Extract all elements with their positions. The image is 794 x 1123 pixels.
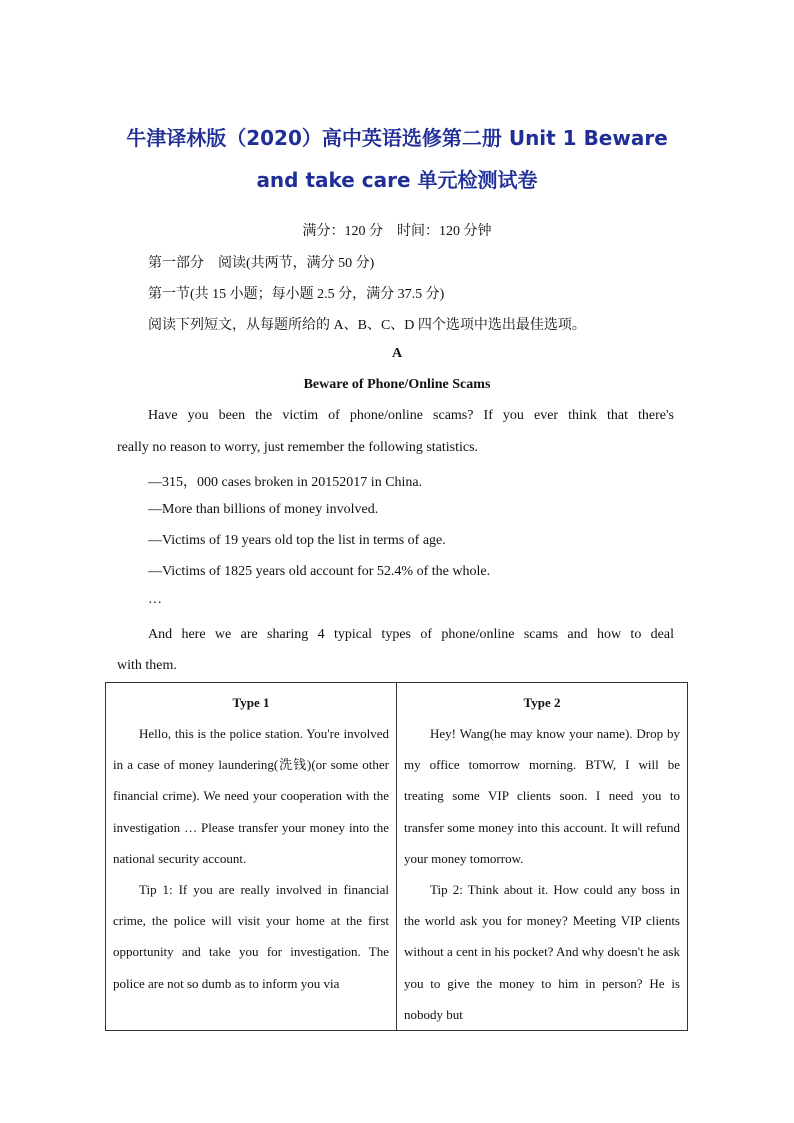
score-time-info: 满分：120 分 时间：120 分钟 — [302, 224, 492, 239]
type1-header: Type 1 — [232, 695, 270, 710]
document-title-line-1: 牛津译林版（2020）高中英语选修第二册 Unit 1 Beware — [126, 126, 668, 150]
stat-item: —More than billions of money involved. — [148, 502, 379, 517]
sharing-line-1: And here we are sharing 4 typical types of phone/online scams and how to deal — [148, 627, 674, 642]
type1-tip-text: Tip 1: If you are really involved in financial crime, the police will visit your home at the first opportunity and take you for investigation. The police are not so dumb as to inform you via — [113, 882, 389, 991]
intro-line-2: really no reason to worry, just remember the following statistics. — [117, 440, 479, 455]
type2-tip-text: Tip 2: Think about it. How could any boss in the world ask you for money? Meeting VIP clients without a cent in his pocket? And why doesn't he ask you to give the money to him in person? He is nobody but — [404, 882, 680, 1022]
passage-letter: A — [391, 346, 403, 361]
section-one-heading: 第一节(共 15 小题；每小题 2.5 分，满分 37.5 分) — [148, 287, 445, 302]
type2-scam-text: Hey! Wang(he may know your name). Drop by my office tomorrow morning. BTW, I will be treating some VIP clients soon. I need you to transfer some money into this account. It will refund your money tomorrow. — [404, 726, 680, 866]
document-title-line-2: and take care 单元检测试卷 — [256, 168, 538, 192]
intro-line-1: Have you been the victim of phone/online scams? If you ever think that there's — [148, 408, 674, 423]
type2-column — [397, 683, 688, 1031]
stat-item: —Victims of 19 years old top the list in terms of age. — [148, 533, 446, 548]
stat-item: —315，000 cases broken in 20152017 in China. — [148, 475, 423, 490]
type2-header: Type 2 — [523, 695, 561, 710]
scam-types-table — [105, 682, 688, 1031]
type1-column — [106, 683, 397, 1031]
reading-instruction: 阅读下列短文，从每题所给的 A、B、C、D 四个选项中选出最佳选项。 — [148, 318, 586, 333]
passage-title: Beware of Phone/Online Scams — [303, 377, 491, 392]
sharing-line-2: with them. — [117, 658, 177, 673]
ellipsis: … — [148, 592, 162, 607]
type1-scam-text: Hello, this is the police station. You're involved in a case of money laundering(洗钱)(or some other financial crime). We need your cooperation with the investigation … Please transfer your money into the national security account. — [113, 726, 389, 866]
stat-item: —Victims of 1825 years old account for 52.4% of the whole. — [148, 564, 491, 579]
part-one-heading: 第一部分 阅读(共两节，满分 50 分) — [148, 256, 375, 271]
